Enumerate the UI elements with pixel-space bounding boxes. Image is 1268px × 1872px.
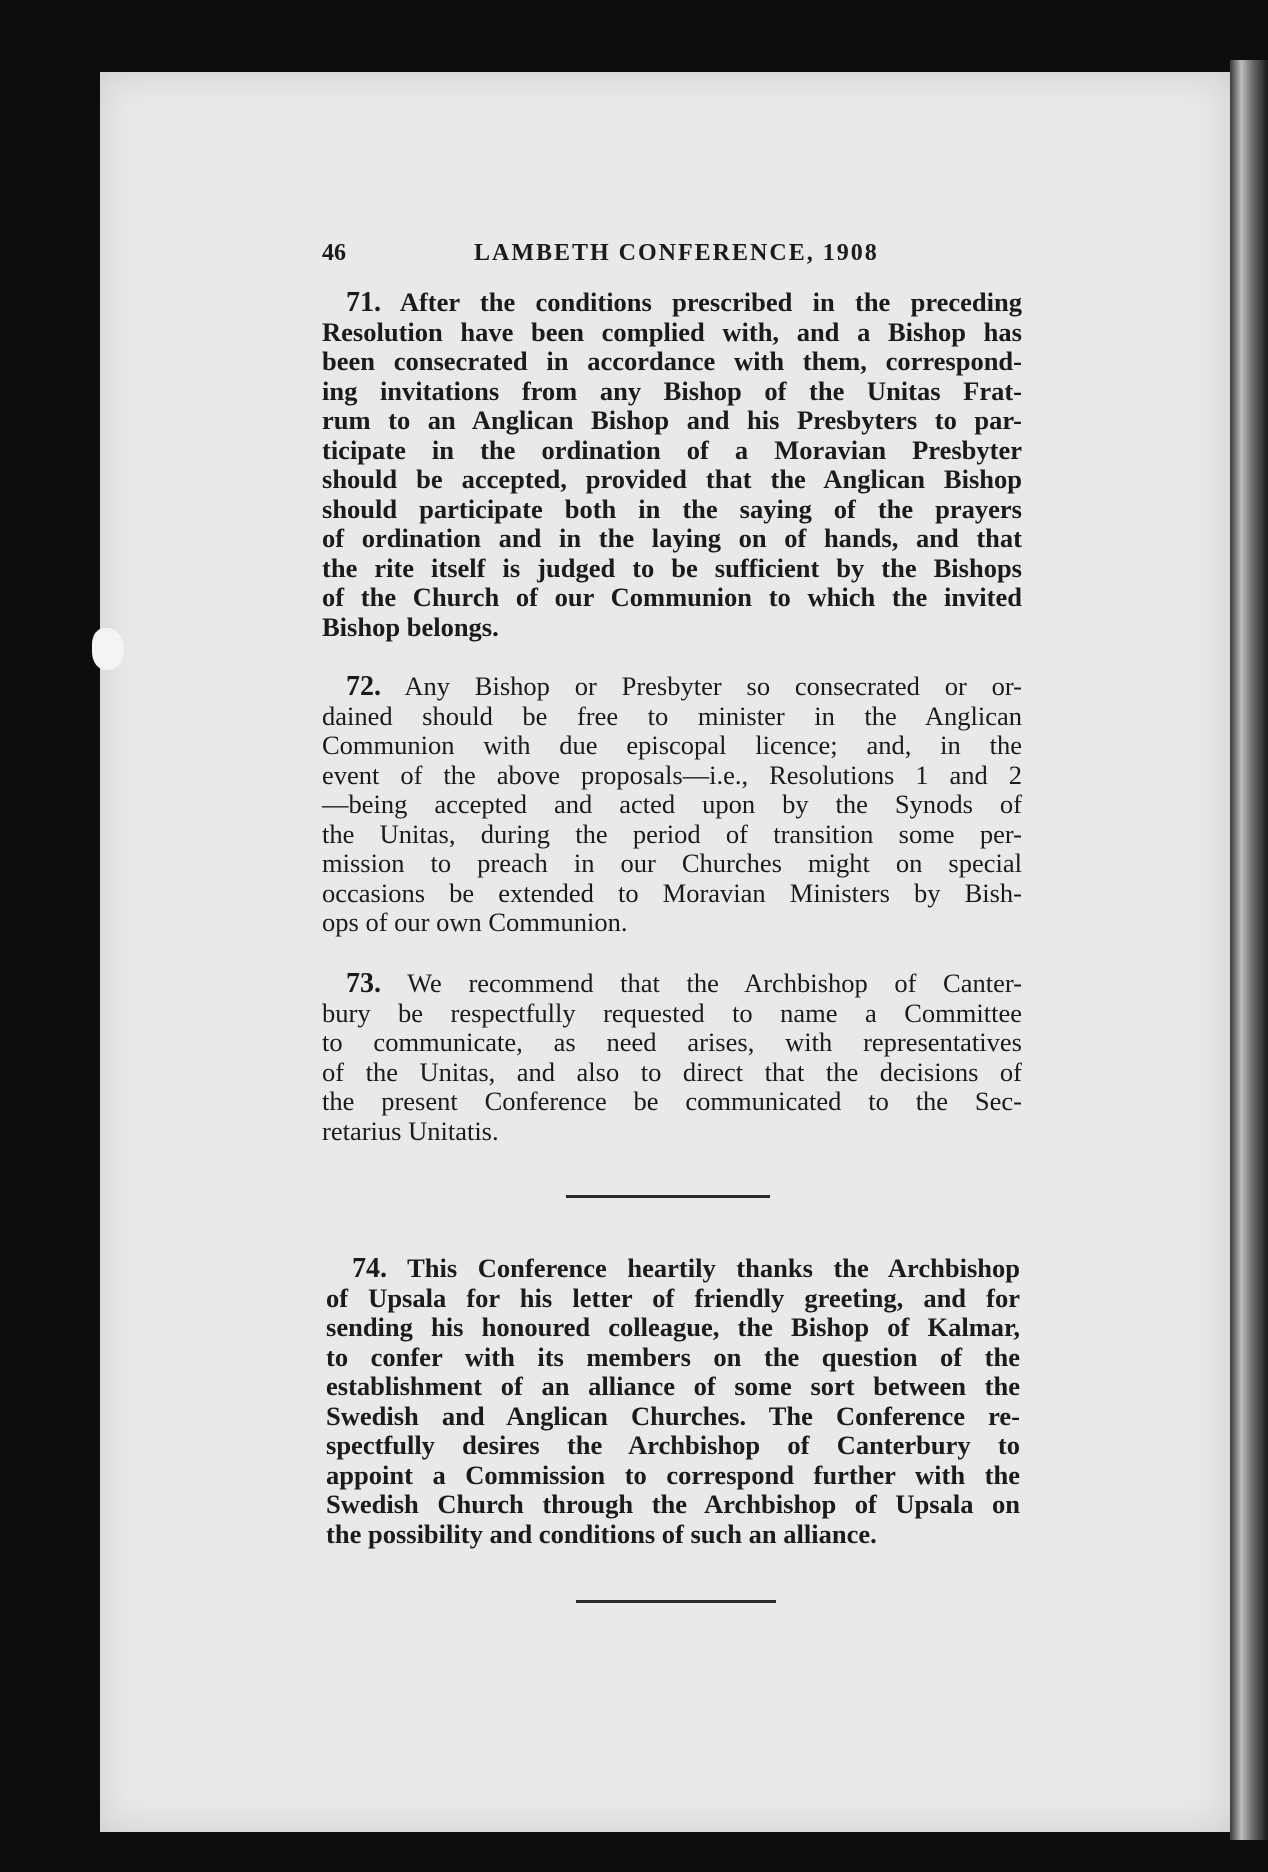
text-line: of ordination and in the laying on of hands, and that [322,523,1022,553]
text-line: should be accepted, provided that the Anglican Bishop [322,464,1022,494]
section-divider [566,1195,770,1198]
text-line: the present Conference be communicated to the Sec- [322,1086,1022,1116]
text-line: Communion with due episcopal licence; and, in the [322,730,1022,760]
text-line: Swedish and Anglican Churches. The Conference re- [326,1400,1020,1431]
text-line: mission to preach in our Churches might on special [322,848,1022,878]
resolution-number: 71. [346,287,381,318]
text-line: should participate both in the saying of the prayers [322,493,1022,524]
text-line: to communicate, as need arises, with representatives [322,1027,1022,1057]
paper-blemish [92,628,124,670]
text-line: spectfully desires the Archbishop of Canterbury to [326,1430,1020,1460]
resolution-73 [322,969,1022,1146]
text-line: dained should be free to minister in the Anglican [322,700,1022,731]
text-line: We recommend that the Archbishop of Canter- [407,968,1022,998]
text-line: appoint a Commission to correspond further with the [326,1459,1020,1490]
text-line: ticipate in the ordination of a Moravian Presbyter [322,434,1022,465]
running-title: LAMBETH CONFERENCE, 1908 [474,240,879,266]
page-number: 46 [322,240,346,266]
resolution-number: 73. [346,968,381,999]
text-line: occasions be extended to Moravian Ministers by Bish- [322,877,1022,908]
resolution-74 [326,1254,1020,1549]
text-line: This Conference heartily thanks the Archbishop [407,1253,1020,1283]
text-line: retarius Unitatis. [322,1115,499,1146]
resolution-71 [322,288,1022,642]
text-line: been consecrated in accordance with them, correspond- [322,346,1022,376]
text-line: ops of our own Communion. [322,907,628,937]
text-line: bury be respectfully requested to name a Committee [322,997,1022,1028]
text-line: Any Bishop or Presbyter so consecrated or or- [404,671,1022,701]
text-line: the possibility and conditions of such an alliance. [326,1518,877,1549]
text-line: After the conditions prescribed in the preceding [399,287,1022,317]
resolution-number: 74. [352,1253,387,1284]
running-head [322,234,882,274]
end-divider [576,1600,776,1603]
text-line: ing invitations from any Bishop of the Unitas Frat- [322,375,1022,406]
text-line: —being accepted and acted upon by the Synods of [322,789,1022,819]
text-line: the rite itself is judged to be sufficient by the Bishops [322,552,1022,583]
text-line: sending his honoured colleague, the Bishop of Kalmar, [326,1312,1020,1342]
text-line: establishment of an alliance of some sort between the [326,1371,1020,1401]
text-line: event of the above proposals—i.e., Resolutions 1 and 2 [322,759,1022,790]
text-line: the Unitas, during the period of transition some per- [322,818,1022,849]
resolution-number: 72. [346,671,381,702]
text-line: rum to an Anglican Bishop and his Presbyters to par- [322,405,1022,435]
text-line: Bishop belongs. [322,611,499,642]
text-line: of the Unitas, and also to direct that the decisions of [322,1056,1022,1087]
text-line: Swedish Church through the Archbishop of Upsala on [326,1489,1020,1519]
text-line: to confer with its members on the question of the [326,1341,1020,1372]
text-line: of Upsala for his letter of friendly greeting, and for [326,1282,1020,1313]
text-line: of the Church of our Communion to which the invited [322,582,1022,612]
resolution-72 [322,672,1022,938]
text-line: Resolution have been complied with, and a Bishop has [322,316,1022,347]
book-page-edge [1230,60,1268,1840]
